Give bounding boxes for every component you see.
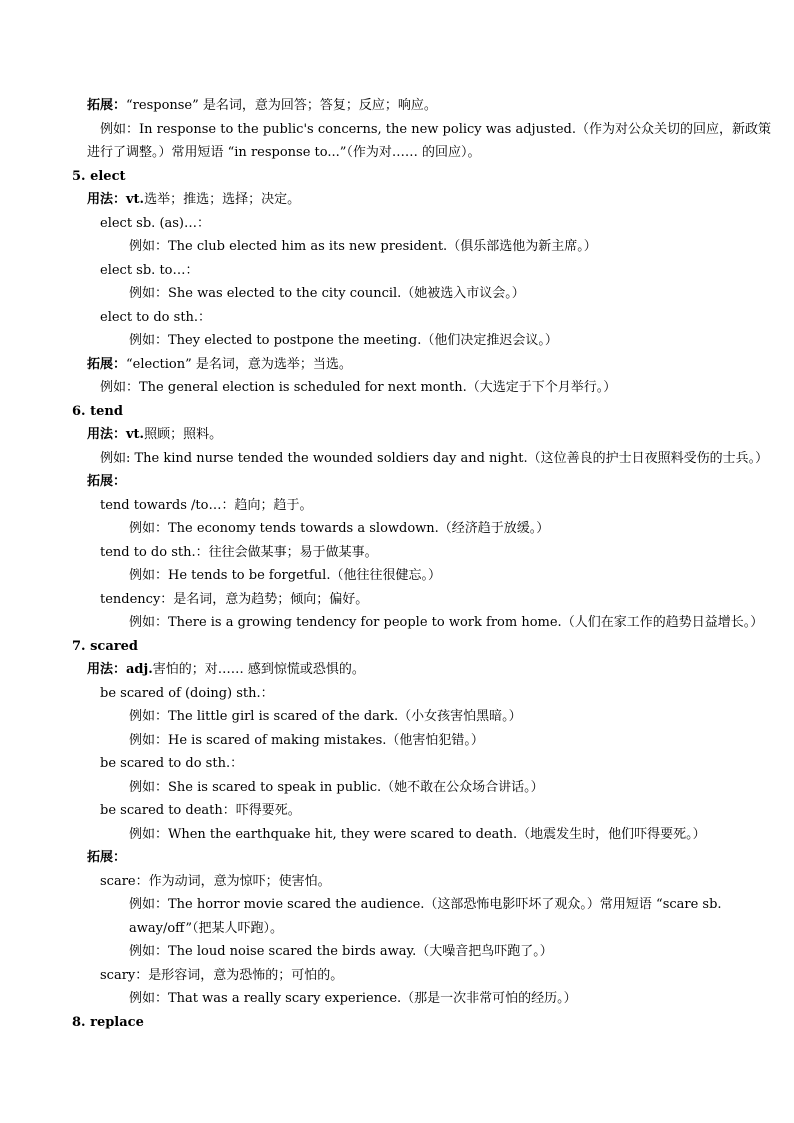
line-text: 照顾；照料。 [144,427,223,442]
phrase-line [0,588,794,612]
text-line [0,917,794,941]
example-line [0,705,794,729]
line-text: scare：作为动词，意为惊吓；使害怕。 [100,873,331,889]
line-text: be scared to death：吓得要死。 [100,803,301,818]
example-line [0,564,794,588]
line-label: 用法：adj. [87,662,153,677]
line-text: 例如：There is a growing tendency for people to work from home.（人们在家工作的趋势日益增长。） [129,615,764,630]
line-text: 例如：In response to the public's concerns, the new policy was adjusted.（作为对公众关切的回应，新政策 [100,121,771,137]
line-text: 选举；推选；选择；决定。 [144,192,301,207]
line-text: 例如：That was a really scary experience.（那是一次非常可怕的经历。） [129,991,577,1006]
line-text: tend to do sth.：往往会做某事；易于做某事。 [100,544,378,560]
usage-line [0,353,794,377]
example-line [0,729,794,753]
line-label: 5. elect [72,168,126,184]
example-line [0,940,794,964]
example-line [0,611,794,635]
phrase-line [0,752,794,776]
line-label: 8. replace [72,1014,144,1030]
line-text: “response” 是名词，意为回答；答复；反应；响应。 [126,98,437,113]
line-label: 6. tend [72,403,123,419]
usage-line [0,141,794,165]
line-text: 例如：The horror movie scared the audience.（这部恐怖电影吓坏了观众。）常用短语 “scare sb. [129,897,722,912]
example-line [0,517,794,541]
line-label: 拓展： [87,850,127,865]
line-text: elect sb. to…： [100,262,199,278]
line-label: 用法：vt. [87,192,145,207]
example-line [0,823,794,847]
line-text: 例如：The general election is scheduled for next month.（大选定于下个月举行。） [100,380,617,395]
example-line [0,987,794,1011]
line-text: 例如：The club elected him as its new president.（俱乐部选他为新主席。） [129,239,597,254]
phrase-line [0,799,794,823]
line-label: 7. scared [72,638,138,654]
phrase-line [0,682,794,706]
section-heading [0,635,794,659]
line-text: elect to do sth.： [100,309,212,325]
document-body [0,94,794,1034]
example-line [0,282,794,306]
line-text: scary：是形容词，意为恐怖的；可怕的。 [100,967,344,983]
line-text: 进行了调整。）常用短语 “in response to...”（作为对…… 的回应）。 [87,145,481,160]
line-text: “election” 是名词，意为选举；当选。 [126,356,352,372]
line-label: 拓展： [87,474,127,489]
line-text: 例如：She is scared to speak in public.（她不敢在公众场合讲话。） [129,779,544,795]
usage-line [0,94,794,118]
phrase-line [0,494,794,518]
phrase-line [0,870,794,894]
example-line [0,118,794,142]
line-text: tendency：是名词，意为趋势；倾向；偏好。 [100,591,369,607]
usage-line [0,188,794,212]
line-text: 例如：He tends to be forgetful.（他往往很健忘。） [129,568,441,583]
usage-line [0,658,794,682]
line-text: 例如：The loud noise scared the birds away.（大噪音把鸟吓跑了。） [129,944,553,959]
example-line [0,235,794,259]
example-line [0,893,794,917]
example-line [0,376,794,400]
section-heading [0,1011,794,1035]
line-text: be scared of (doing) sth.： [100,685,274,701]
phrase-line [0,259,794,283]
phrase-line [0,306,794,330]
line-text: 例如：He is scared of making mistakes.（他害怕犯错。） [129,732,484,748]
section-heading [0,165,794,189]
phrase-line [0,964,794,988]
line-label: 用法：vt. [87,427,145,442]
line-text: 例如：They elected to postpone the meeting.（他们决定推迟会议。） [129,333,558,348]
line-label: 拓展： [87,98,127,113]
phrase-line [0,541,794,565]
example-line [0,776,794,800]
line-text: tend towards /to…：趋向；趋于。 [100,497,313,513]
line-text: 例如：The economy tends towards a slowdown.（经济趋于放缓。） [129,521,550,536]
usage-line [0,423,794,447]
line-text: 害怕的；对…… 感到惊慌或恐惧的。 [152,662,365,677]
section-heading [0,400,794,424]
line-label: 拓展： [87,356,127,372]
usage-line [0,846,794,870]
line-text: 例如：The little girl is scared of the dark.（小女孩害怕黑暗。） [129,709,522,724]
usage-line [0,470,794,494]
line-text: 例如: The kind nurse tended the wounded soldiers day and night.（这位善良的护士日夜照料受伤的士兵。） [100,450,769,466]
phrase-line [0,212,794,236]
line-text: elect sb. (as)…： [100,215,211,231]
line-text: away/off”（把某人吓跑）。 [129,920,284,936]
line-text: 例如：When the earthquake hit, they were scared to death.（地震发生时，他们吓得要死。） [129,826,706,842]
example-line [0,447,794,471]
line-text: be scared to do sth.： [100,756,244,771]
line-text: 例如：She was elected to the city council.（她被选入市议会。） [129,286,525,301]
example-line [0,329,794,353]
